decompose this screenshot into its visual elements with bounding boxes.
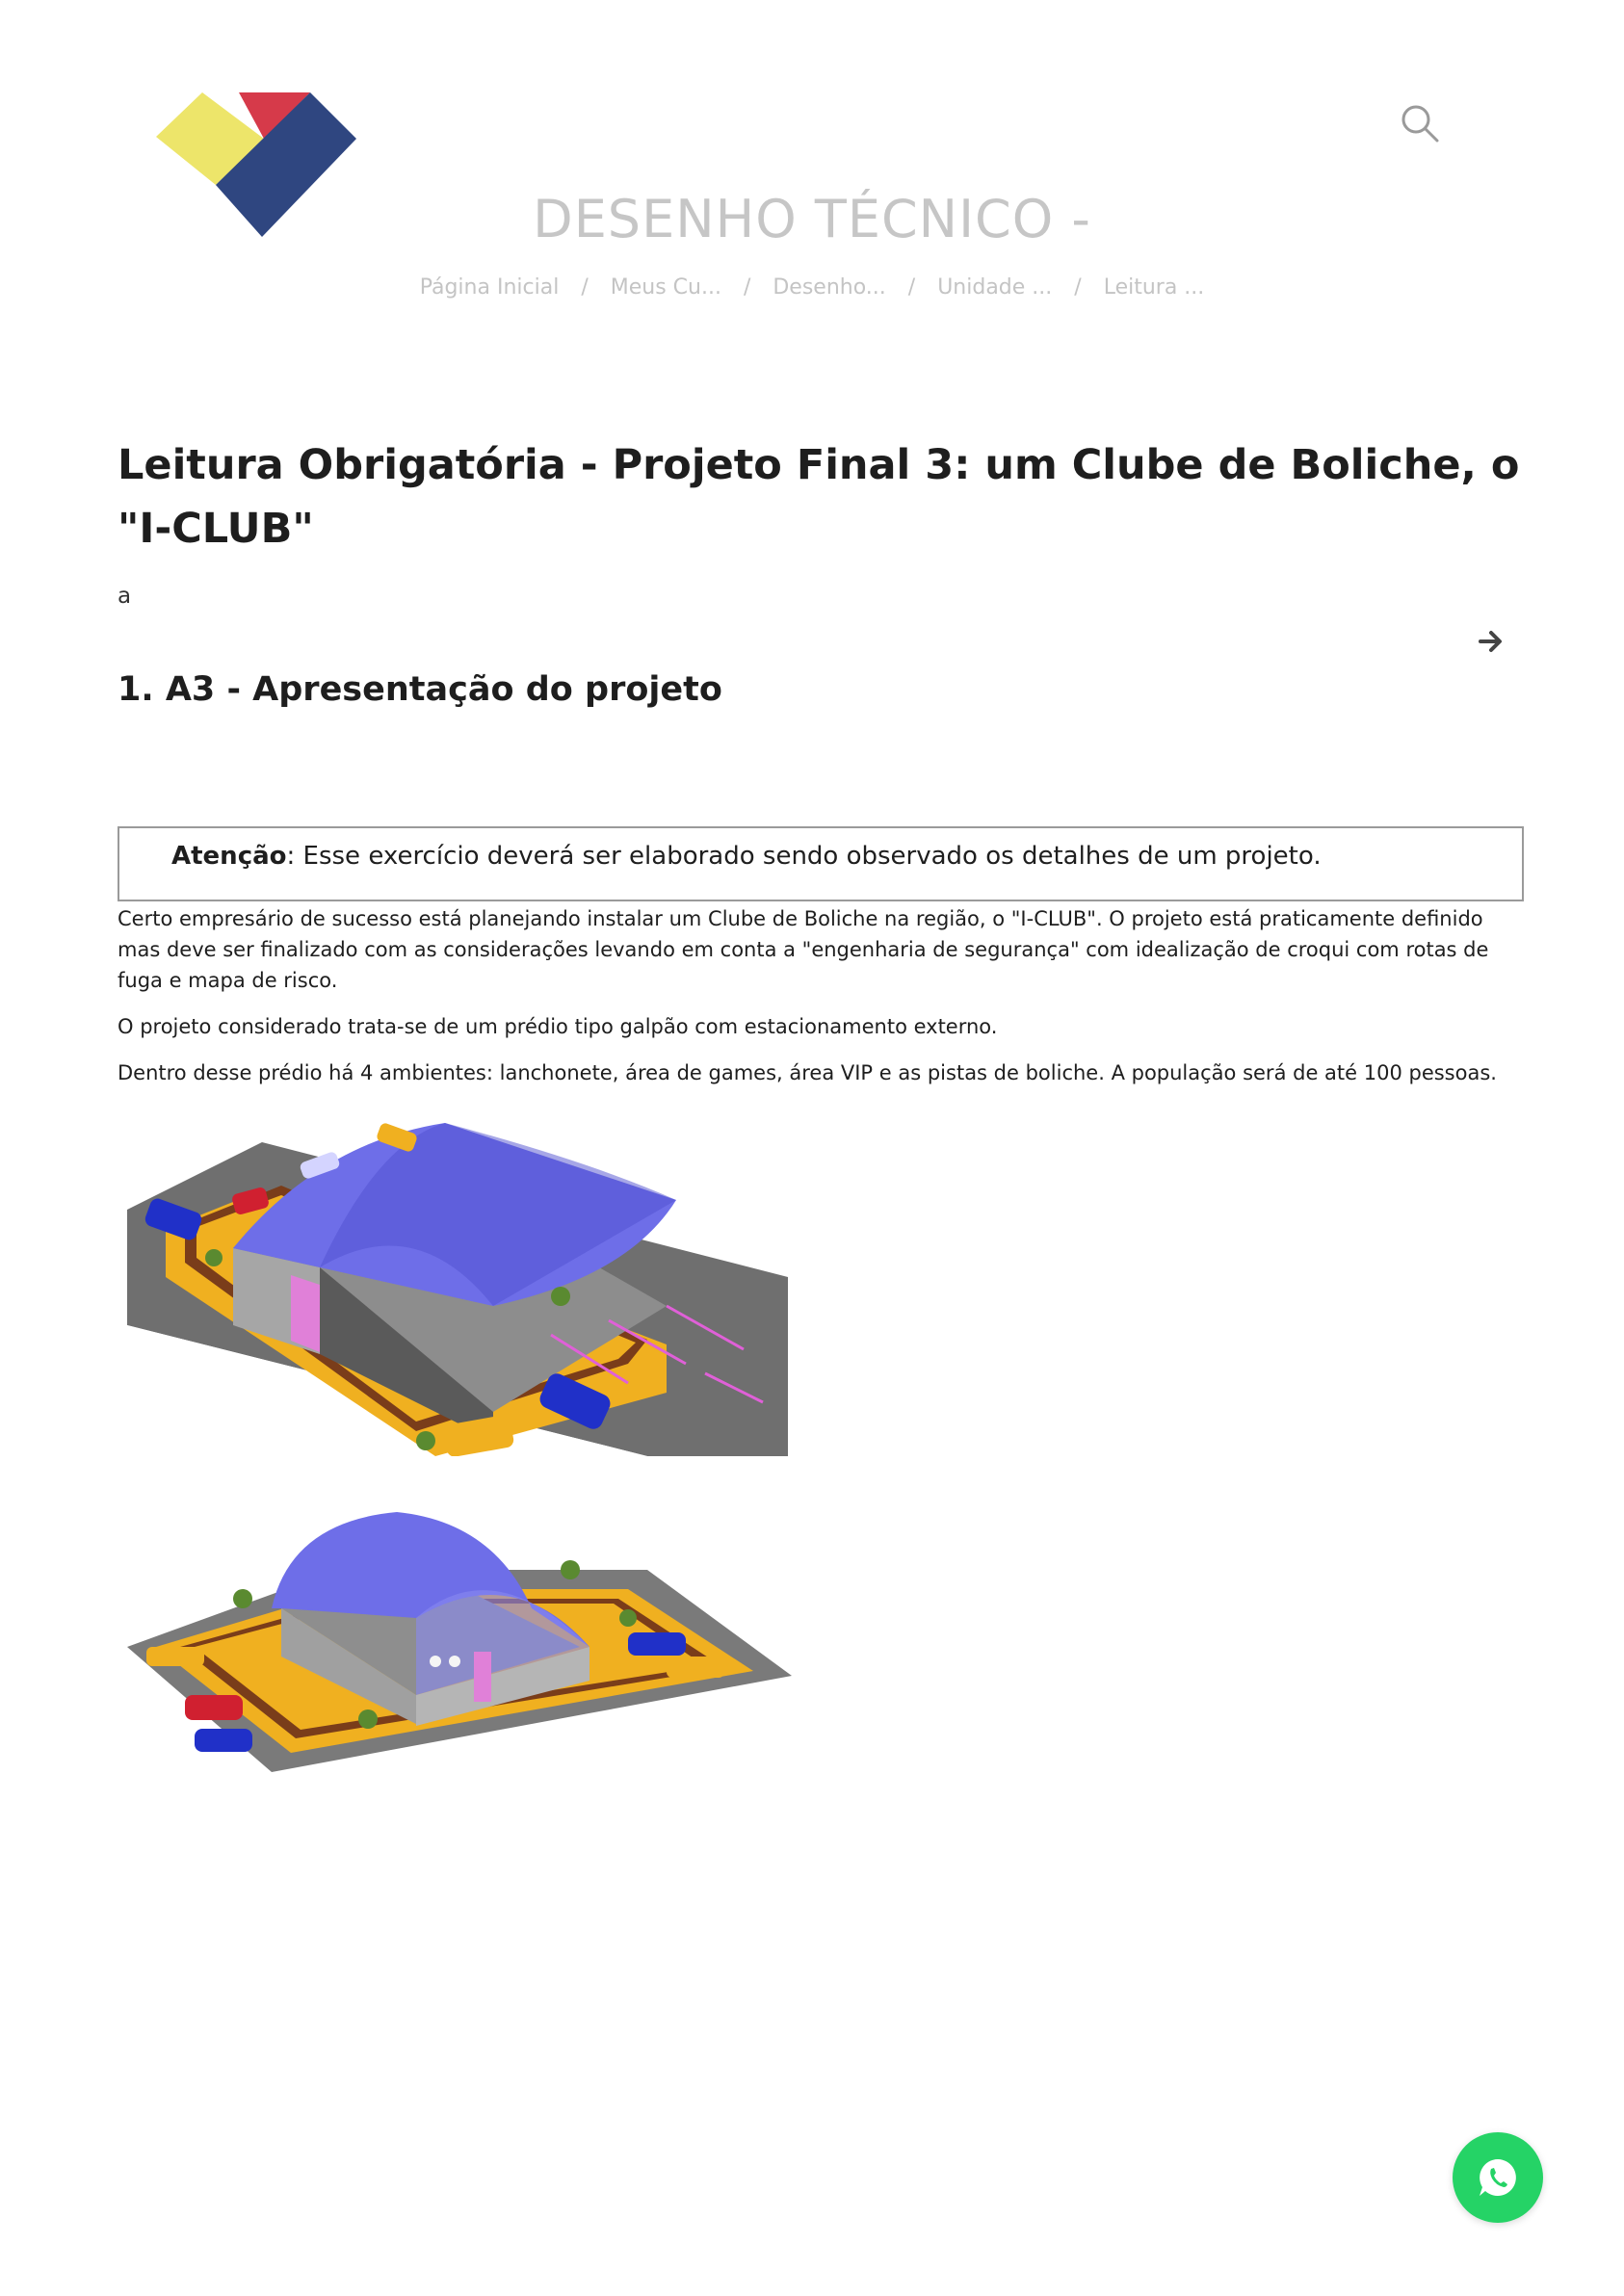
course-title: DESENHO TÉCNICO - bbox=[533, 189, 1091, 249]
arrow-right-icon[interactable] bbox=[1478, 628, 1505, 655]
main-content bbox=[118, 433, 1526, 609]
breadcrumb-home[interactable]: Página Inicial bbox=[419, 275, 560, 300]
breadcrumb-current: Leitura ... bbox=[1103, 275, 1205, 300]
search-icon[interactable] bbox=[1399, 102, 1441, 144]
whatsapp-button[interactable] bbox=[1453, 2132, 1543, 2223]
breadcrumb-separator: / bbox=[581, 275, 589, 300]
page-subtitle: a bbox=[118, 584, 132, 609]
breadcrumb-course[interactable]: Desenho... bbox=[773, 275, 886, 300]
body-text bbox=[118, 903, 1524, 1104]
breadcrumb-separator: / bbox=[743, 275, 751, 300]
breadcrumb-separator: / bbox=[907, 275, 916, 300]
breadcrumb-separator: / bbox=[1074, 275, 1082, 300]
page-title: Leitura Obrigatória - Projeto Final 3: um Clube de Boliche, o "I-CLUB" bbox=[118, 441, 1520, 553]
paragraph: O projeto considerado trata-se de um prédio tipo galpão com estacionamento externo. bbox=[118, 1015, 998, 1038]
paragraph: Certo empresário de sucesso está planejando instalar um Clube de Boliche na região, o "I-CLUB". O projeto está praticamente definido mas deve ser finalizado com as considerações levando em conta a "engenharia de segurança" com idealização de croqui com rotas de fuga e mapa de risco. bbox=[118, 907, 1489, 992]
paragraph: Dentro desse prédio há 4 ambientes: lanchonete, área de games, área VIP e as pistas de boliche. A população será de até 100 pessoas. bbox=[118, 1061, 1497, 1084]
breadcrumb-my-courses[interactable]: Meus Cu... bbox=[610, 275, 721, 300]
building-render-top bbox=[127, 1104, 788, 1456]
section-heading: 1. A3 - Apresentação do projeto bbox=[118, 670, 722, 709]
notice-label: Atenção bbox=[171, 842, 287, 871]
notice-box bbox=[118, 826, 1524, 901]
breadcrumb-unit[interactable]: Unidade ... bbox=[937, 275, 1053, 300]
notice-text: : Esse exercício deverá ser elaborado sendo observado os detalhes de um projeto. bbox=[286, 842, 1322, 871]
building-render-perspective bbox=[127, 1502, 792, 1787]
breadcrumb bbox=[0, 275, 1624, 300]
whatsapp-icon bbox=[1474, 2153, 1522, 2202]
